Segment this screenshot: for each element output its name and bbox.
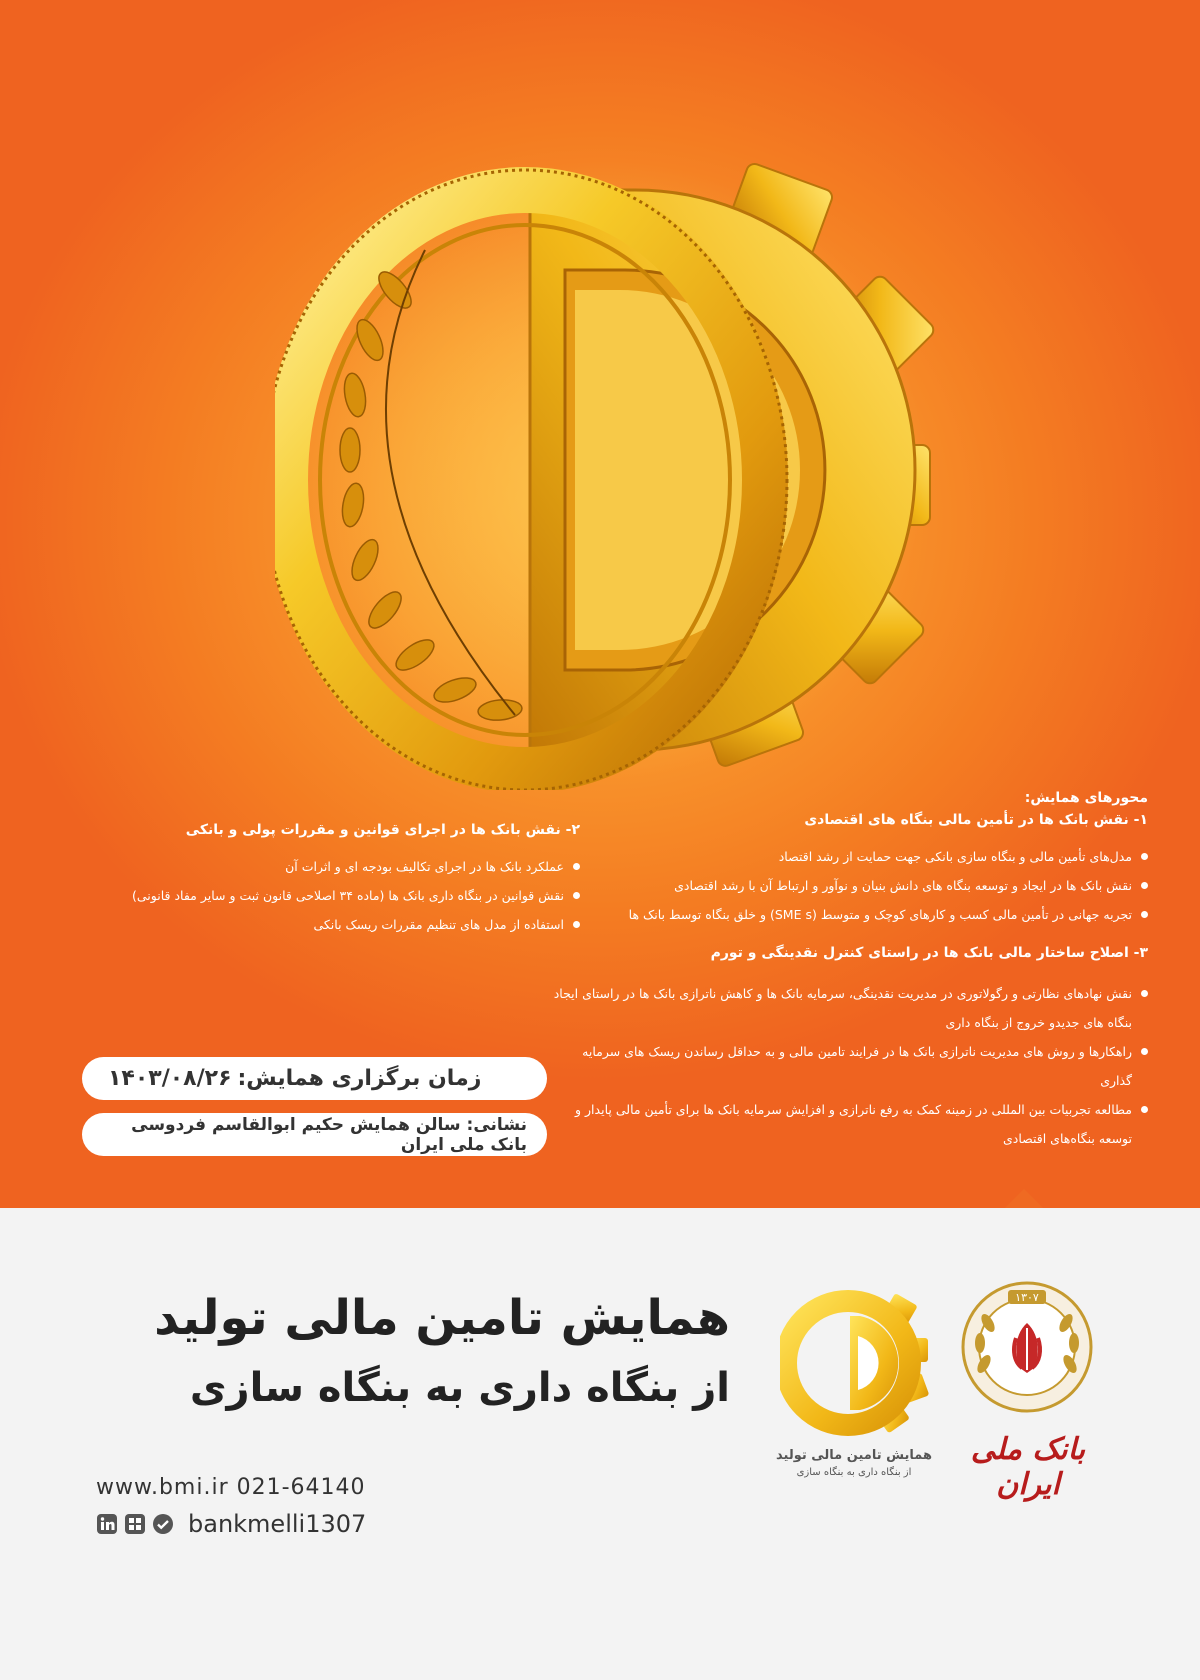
bank-name: بانک ملی ایران (970, 1432, 1086, 1502)
website-link[interactable]: www.bmi.ir (96, 1475, 229, 1500)
logo-caption-main: همایش تامین مالی تولید (776, 1448, 932, 1463)
list-item: استفاده از مدل های تنظیم مقررات ریسک بانکی (60, 910, 580, 939)
list-item: نقش قوانین در بنگاه داری بانک ها (ماده ۳۴ اصلاحی قانون ثبت و سایر مفاد قانونی) (60, 881, 580, 910)
conference-logo-caption (760, 1448, 948, 1478)
bullet-icon (573, 921, 580, 928)
axis-2-block (60, 822, 580, 939)
list-item: مطالعه تجربیات بین المللی در زمینه کمک به رفع ناترازی و افزایش سرمایه بانک ها برای تأمین مالی پایدار و توسعه بنگاه‌های اقتصادی (548, 1095, 1148, 1153)
event-date-label: زمان برگزاری همایش: (237, 1066, 482, 1091)
axis-2-title: ۲- نقش بانک ها در اجرای قوانین و مقررات پولی و بانکی (185, 822, 580, 838)
bullet-icon (1141, 853, 1148, 860)
list-item: مدل‌های تأمین مالی و بنگاه سازی بانکی جهت حمایت از رشد اقتصاد (548, 842, 1148, 871)
conference-logo-icon (780, 1288, 932, 1438)
conference-subtitle: از بنگاه داری به بنگاه سازی (189, 1365, 730, 1411)
social-handle[interactable]: bankmelli1307 (188, 1510, 367, 1538)
list-item: نقش نهادهای نظارتی و رگولاتوری در مدیریت نقدینگی، سرمایه بانک ها و کاهش ناترازی بانک ها در راستای ایجاد بنگاه های جدیدو خروج از بنگاه داری (548, 979, 1148, 1037)
conference-axes (548, 790, 1148, 1153)
event-address-pill (82, 1113, 547, 1156)
verified-icon[interactable] (152, 1513, 174, 1535)
list-item: راهکارها و روش های مدیریت ناترازی بانک ها در فرایند تامین مالی و به حداقل رساندن ریسک های سرمایه گذاری (548, 1037, 1148, 1095)
bullet-icon (1141, 1106, 1148, 1113)
axis-1-title: ۱- نقش بانک ها در تأمین مالی بنگاه های اقتصادی (804, 812, 1148, 828)
axis-1-list (548, 842, 1148, 929)
conference-title: همایش تامین مالی تولید (154, 1290, 730, 1346)
gold-coin-gear-illustration (275, 140, 935, 790)
list-item: نقش بانک ها در ایجاد و توسعه بنگاه های دانش بنیان و نوآور و ارتباط آن با رشد اقتصادی (548, 871, 1148, 900)
contact-info (96, 1475, 366, 1538)
list-item: تجربه جهانی در تأمین مالی کسب و کارهای کوچک و متوسط (SME s) و خلق بنگاه توسط بانک ها (548, 900, 1148, 929)
linkedin-icon[interactable] (96, 1513, 118, 1535)
bank-year: ۱۳۰۷ (1015, 1291, 1039, 1304)
axis-3-list (548, 979, 1148, 1153)
bullet-icon (1141, 882, 1148, 889)
bullet-icon (1141, 1048, 1148, 1055)
bullet-icon (1141, 990, 1148, 997)
axis-3-title: ۳- اصلاح ساختار مالی بانک ها در راستای کنترل نقدینگی و تورم (710, 945, 1148, 961)
list-item: عملکرد بانک ها در اجرای تکالیف بودجه ای و اثرات آن (60, 852, 580, 881)
phone-number: 021-64140 (236, 1475, 366, 1500)
windows-icon[interactable] (124, 1513, 146, 1535)
bullet-icon (573, 863, 580, 870)
bank-melli-emblem-icon (958, 1278, 1096, 1416)
contact-line (96, 1475, 366, 1500)
event-date-pill (82, 1057, 547, 1100)
event-date-value: ۱۴۰۳/۰۸/۲۶ (108, 1066, 232, 1091)
social-line (96, 1510, 366, 1538)
bullet-icon (573, 892, 580, 899)
axes-title: محورهای همایش: (1024, 790, 1148, 806)
event-address: نشانی: سالن همایش حکیم ابوالقاسم فردوسی بانک ملی ایران (131, 1114, 527, 1155)
logo-caption-sub: از بنگاه داری به بنگاه سازی (796, 1467, 912, 1478)
bullet-icon (1141, 911, 1148, 918)
